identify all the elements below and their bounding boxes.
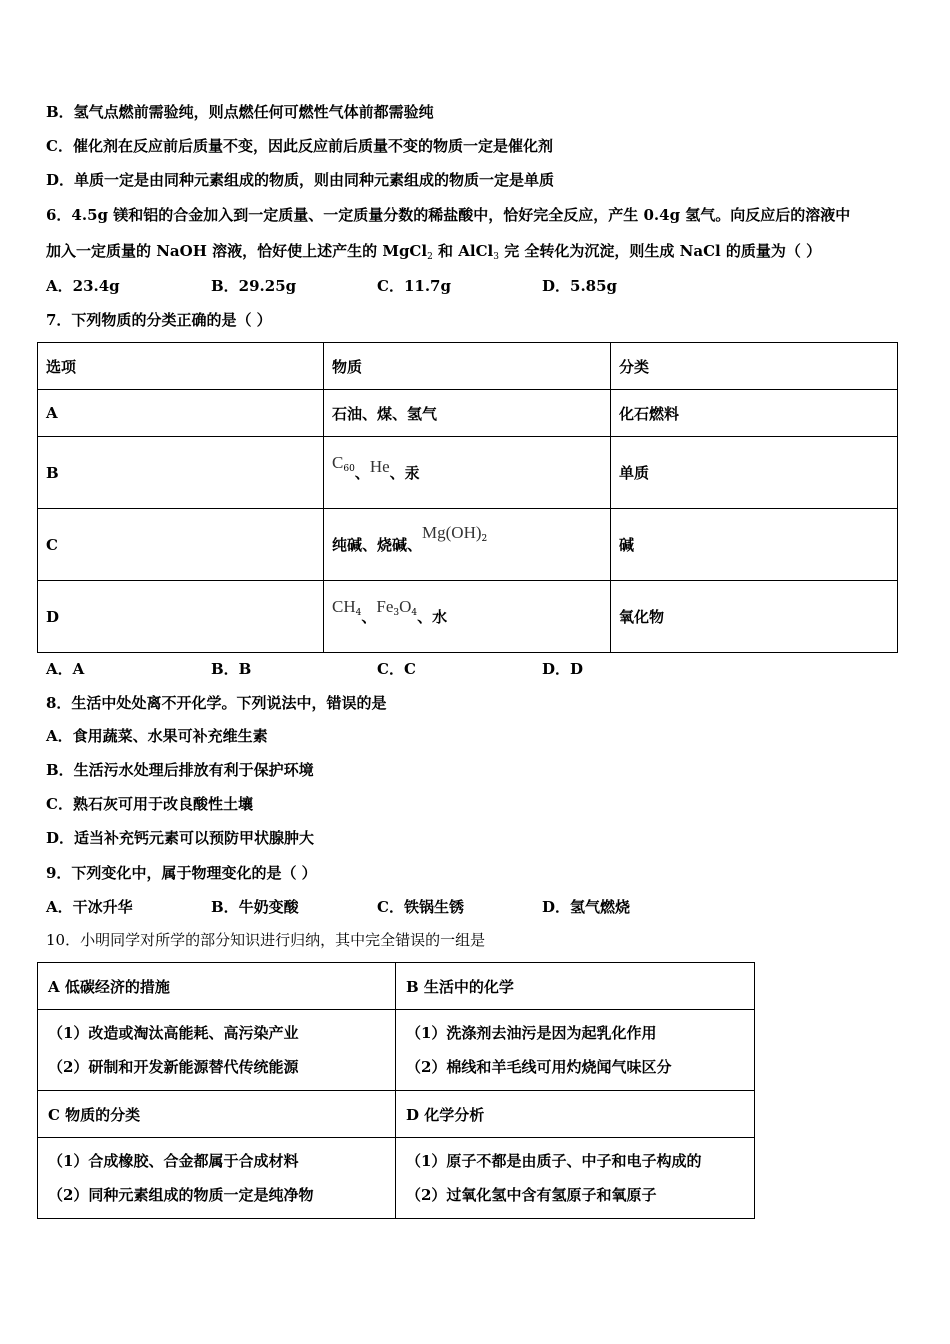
q5-option-c: C．催化剂在反应前后质量不变，因此反应前后质量不变的物质一定是催化剂	[46, 137, 553, 155]
q7-b-formula-he: He	[369, 456, 390, 476]
q7-d-formula-ch4: CH	[332, 596, 356, 616]
q6-alcl3-subscript: 3	[493, 252, 499, 262]
q7-header-substance: 物质	[324, 343, 611, 390]
q6-line2-part-b: 和 AlCl	[432, 242, 494, 260]
q10-b-item-2: （2）棉线和羊毛线可用灼烧闻气味区分	[406, 1058, 672, 1076]
q10-c-item-2: （2）同种元素组成的物质一定是纯净物	[48, 1186, 314, 1204]
q6-option-c: C．11.7g	[377, 277, 451, 295]
q7-row-a-substance: 石油、煤、氢气	[324, 390, 611, 437]
q7-row-b-category: 单质	[611, 437, 898, 509]
q9-option-b: B．牛奶变酸	[211, 898, 299, 916]
q9-option-a: A．干冰升华	[46, 898, 133, 916]
q10-c-title: C 物质的分类	[38, 1091, 396, 1138]
q7-row-c	[38, 509, 898, 581]
q7-row-a	[38, 390, 898, 437]
q7-option-c: C．C	[377, 660, 416, 678]
q10-c-items	[38, 1138, 396, 1219]
q7-b-separator: 、	[354, 463, 370, 482]
q10-row-ab-titles	[38, 963, 755, 1010]
q7-row-d-label: D	[38, 581, 324, 653]
q7-row-d-category: 氧化物	[611, 581, 898, 653]
q10-b-items	[396, 1010, 755, 1091]
q10-a-item-1: （1）改造或淘汰高能耗、高污染产业	[48, 1024, 299, 1042]
q6-stem-line1: 6．4.5g 镁和铝的合金加入到一定质量、一定质量分数的稀盐酸中，恰好完全反应，产生 0.4g 氢气。向反应后的溶液中	[46, 206, 851, 224]
q10-a-title: A 低碳经济的措施	[38, 963, 396, 1010]
q5-option-d: D．单质一定是由同种元素组成的物质，则由同种元素组成的物质一定是单质	[46, 171, 555, 189]
q8-stem: 8．生活中处处离不开化学。下列说法中，错误的是	[46, 694, 387, 712]
q7-option-b: B．B	[211, 660, 252, 678]
q10-stem: 10．小明同学对所学的部分知识进行归纳，其中完全错误的一组是	[46, 931, 486, 949]
q8-option-b: B．生活污水处理后排放有利于保护环境	[46, 761, 314, 779]
q7-c-mgoh2-subscript: 2	[481, 533, 488, 544]
q7-row-b	[38, 437, 898, 509]
q10-d-title: D 化学分析	[396, 1091, 755, 1138]
q7-stem: 7．下列物质的分类正确的是（ ）	[46, 311, 272, 329]
q7-table	[37, 342, 898, 653]
q7-header-category: 分类	[611, 343, 898, 390]
q7-b-formula-c60: C	[332, 452, 344, 472]
q7-row-c-substance	[324, 509, 611, 581]
q9-option-d: D．氢气燃烧	[542, 898, 631, 916]
q10-table	[37, 962, 755, 1219]
q7-d-formula-o: O	[399, 596, 412, 616]
q7-row-a-category: 化石燃料	[611, 390, 898, 437]
q7-row-c-label: C	[38, 509, 324, 581]
q7-row-b-substance	[324, 437, 611, 509]
q7-header-row	[38, 343, 898, 390]
q10-d-item-1: （1）原子不都是由质子、中子和电子构成的	[406, 1152, 702, 1170]
q7-d-separator: 、	[361, 607, 377, 626]
q10-d-item-2: （2）过氧化氢中含有氢原子和氧原子	[406, 1186, 657, 1204]
q10-a-item-2: （2）研制和开发新能源替代传统能源	[48, 1058, 299, 1076]
q7-d-formula-fe: Fe	[376, 596, 394, 616]
q7-b-c60-subscript: 60	[343, 463, 355, 474]
q7-d-ch4-subscript: 4	[355, 607, 362, 618]
q10-a-items	[38, 1010, 396, 1091]
q8-option-c: C．熟石灰可用于改良酸性土壤	[46, 795, 253, 813]
q6-stem-line2	[46, 241, 821, 267]
q10-c-item-1: （1）合成橡胶、合金都属于合成材料	[48, 1152, 299, 1170]
q10-d-items	[396, 1138, 755, 1219]
q10-b-item-1: （1）洗涤剂去油污是因为起乳化作用	[406, 1024, 657, 1042]
q10-b-title: B 生活中的化学	[396, 963, 755, 1010]
q8-option-a: A．食用蔬菜、水果可补充维生素	[46, 727, 268, 745]
q6-mgcl2-subscript: 2	[427, 252, 433, 262]
q9-option-c: C．铁锅生锈	[377, 898, 464, 916]
q7-c-formula-mgoh2: Mg(OH)	[422, 522, 482, 542]
q10-row-cd-titles	[38, 1091, 755, 1138]
q7-d-fe-subscript: 3	[393, 607, 400, 618]
q7-c-lead: 纯碱、烧碱、	[332, 535, 423, 554]
q9-stem: 9．下列变化中，属于物理变化的是（ ）	[46, 864, 317, 882]
q7-option-d: D．D	[542, 660, 584, 678]
q7-option-a: A．A	[46, 660, 85, 678]
q7-row-d-substance	[324, 581, 611, 653]
q10-row-ab-items	[38, 1010, 755, 1091]
q7-header-option: 选项	[38, 343, 324, 390]
q7-row-a-label: A	[38, 390, 324, 437]
q6-option-b: B．29.25g	[211, 277, 297, 295]
q8-option-d: D．适当补充钙元素可以预防甲状腺肿大	[46, 829, 315, 847]
q5-option-b: B．氢气点燃前需验纯，则点燃任何可燃性气体前都需验纯	[46, 103, 434, 121]
q6-option-d: D．5.85g	[542, 277, 618, 295]
q7-row-c-category: 碱	[611, 509, 898, 581]
q7-d-o-subscript: 4	[411, 607, 418, 618]
q6-option-a: A．23.4g	[46, 277, 120, 295]
q10-row-cd-items	[38, 1138, 755, 1219]
q7-row-d	[38, 581, 898, 653]
q6-line2-part-a: 加入一定质量的 NaOH 溶液，恰好使上述产生的 MgCl	[46, 242, 428, 260]
q6-line2-part-c: 完 全转化为沉淀，则生成 NaCl 的质量为（ ）	[498, 242, 822, 260]
q7-b-rest: 、汞	[389, 463, 420, 482]
q7-d-rest: 、水	[417, 607, 448, 626]
q7-row-b-label: B	[38, 437, 324, 509]
